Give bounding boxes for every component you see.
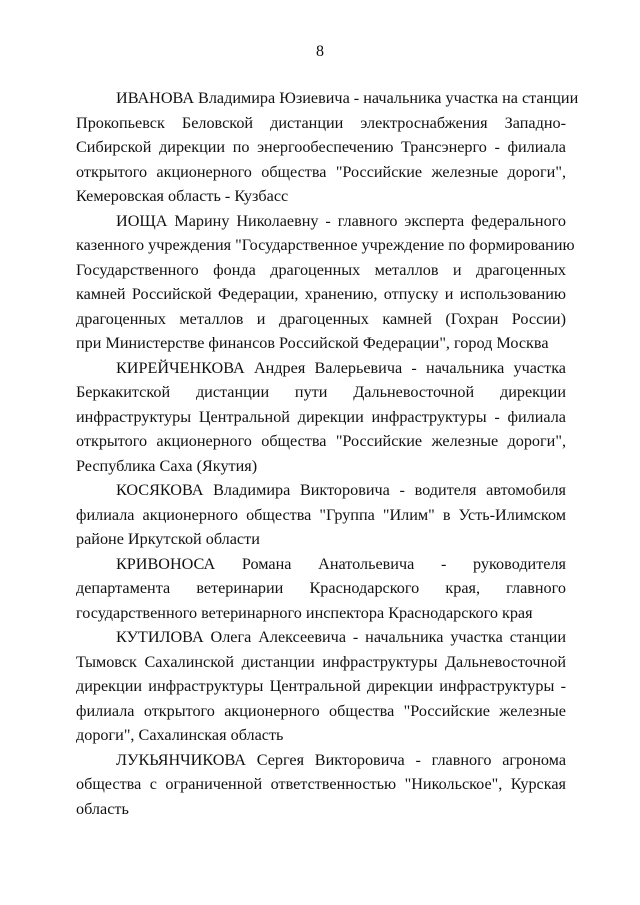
entry-line: государственного ветеринарного инспектора Краснодарского края [76, 603, 533, 622]
page-number: 8 [316, 43, 324, 60]
person-entry [76, 86, 579, 209]
person-entry [76, 625, 566, 748]
entry-line: КОСЯКОВА Владимира Викторовича - водителя автомобиля [116, 481, 566, 499]
entry-line: КИРЕЙЧЕНКОВА Андрея Валерьевича - начальника участка [116, 358, 566, 377]
entry-line: ЛУКЬЯНЧИКОВА Сергея Викторовича - главного агронома [116, 750, 566, 769]
entry-line: инфраструктуры Центральной дирекции инфраструктуры - филиала [76, 407, 566, 426]
entry-line: дороги", Сахалинская область [76, 726, 284, 744]
entry-line: Республика Саха (Якутия) [76, 456, 258, 475]
award-list [76, 86, 579, 821]
entry-line: казенного учреждения "Государственное учреждение по формированию [76, 236, 575, 254]
entry-line: при Министерстве финансов Российской Федерации", город Москва [76, 334, 549, 352]
person-entry [76, 478, 566, 552]
person-entry [76, 552, 566, 626]
person-entry [76, 356, 566, 479]
entry-line: открытого акционерного общества "Российские железные дороги", [76, 432, 566, 450]
entry-line: камней Российской Федерации, хранению, отпуску и использованию [76, 285, 566, 303]
entry-line: Государственного фонда драгоценных металлов и драгоценных [76, 260, 566, 279]
entry-line: общества с ограниченной ответственностью "Никольское", Курская [76, 775, 566, 793]
entry-line: Сибирской дирекции по энергообеспечению Трансэнерго - филиала [76, 138, 566, 156]
entry-line: область [76, 799, 129, 818]
entry-line: КРИВОНОСА Романа Анатольевича - руководителя [116, 554, 566, 573]
person-entry [76, 209, 575, 356]
entry-line: дирекции инфраструктуры Центральной дирекции инфраструктуры - [76, 677, 566, 695]
entry-line: ИВАНОВА Владимира Юзиевича - начальника участка на станции [116, 89, 579, 107]
entry-line: Прокопьевск Беловской дистанции электроснабжения Западно- [76, 113, 566, 132]
entry-line: Беркакитской дистанции пути Дальневосточной дирекции [76, 383, 566, 401]
entry-line: Кемеровская область - Кузбасс [76, 187, 289, 205]
person-entry [76, 748, 566, 822]
entry-line: открытого акционерного общества "Российские железные дороги", [76, 162, 566, 181]
entry-line: ИОЩА Марину Николаевну - главного эксперта федерального [116, 211, 566, 230]
entry-line: Тымовск Сахалинской дистанции инфраструктуры Дальневосточной [76, 652, 566, 671]
entry-line: филиала акционерного общества "Группа "Илим" в Усть-Илимском [76, 505, 566, 524]
entry-line: филиала открытого акционерного общества "Российские железные [76, 701, 566, 720]
entry-line: КУТИЛОВА Олега Алексеевича - начальника участка станции [116, 628, 566, 646]
entry-line: районе Иркутской области [76, 530, 260, 548]
entry-line: департамента ветеринарии Краснодарского края, главного [76, 579, 566, 597]
entry-line: драгоценных металлов и драгоценных камней (Гохран России) [76, 309, 566, 328]
